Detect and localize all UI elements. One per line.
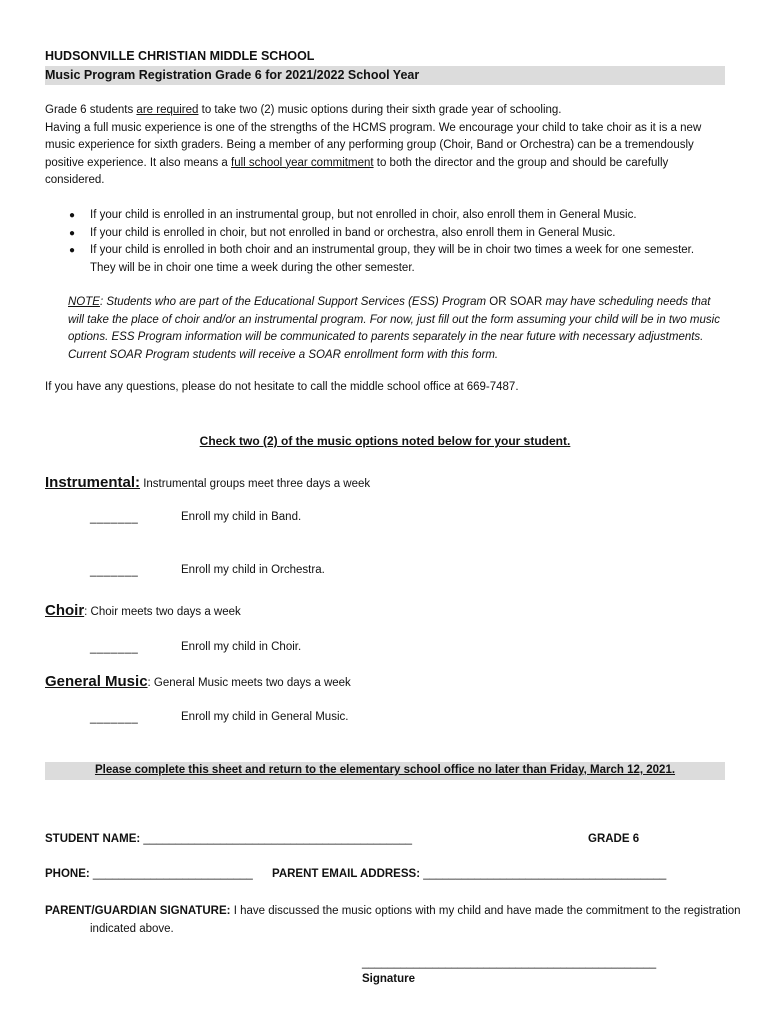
check-instruction: Check two (2) of the music options noted below for your student. bbox=[199, 434, 571, 448]
instrumental-heading: Instrumental: bbox=[45, 474, 141, 491]
student-name-label: STUDENT NAME: bbox=[45, 833, 144, 845]
phone-field[interactable]: _________________________ bbox=[92, 868, 253, 880]
student-name-field[interactable]: __________________________________________ bbox=[143, 833, 413, 845]
intro-text bbox=[45, 102, 727, 190]
general-music-desc: : General Music meets two days a week bbox=[147, 677, 351, 689]
school-name: HUDSONVILLE CHRISTIAN MIDDLE SCHOOL bbox=[45, 49, 315, 63]
bullet-icon: ● bbox=[69, 227, 76, 239]
list-item: ● If your child is enrolled in an instrumental group, but not enrolled in choir, also enroll them in General Music. bbox=[45, 207, 715, 225]
list-item: ● If your child is enrolled in both choir and an instrumental group, they will be in choir two times a week for one semester. They will be in choir one time a week during the other semester. bbox=[69, 244, 695, 274]
grade-label: GRADE 6 bbox=[588, 833, 640, 845]
intro-paragraph-2: Having a full music experience is one of the strengths of the HCMS program. We encourage your child to take choir as it is a new music experience for sixth graders. Being a member of any performing group (Choir, Band or Orchestra) can be a tremendously positive experience. It also means a full school year commitment to both the director and the group and should be carefully considered. bbox=[45, 121, 702, 186]
general-music-option-label: Enroll my child in General Music. bbox=[181, 711, 349, 723]
choir-option-label: Enroll my child in Choir. bbox=[181, 641, 302, 653]
student-name-row bbox=[45, 833, 412, 845]
signature-caption: Signature bbox=[362, 973, 416, 985]
bullet-icon: ● bbox=[69, 245, 76, 256]
return-notice-bar bbox=[45, 762, 725, 780]
return-notice: Please complete this sheet and return to the elementary school office no later than Friday, March 12, 2021. bbox=[94, 764, 676, 776]
phone-label: PHONE: bbox=[45, 868, 93, 880]
signature-statement: PARENT/GUARDIAN SIGNATURE: I have discussed the music options with my child and have made the commitment to the registration indicated above. bbox=[45, 905, 741, 935]
band-option-label: Enroll my child in Band. bbox=[181, 511, 302, 523]
band-checkbox-line[interactable]: _______ bbox=[90, 512, 139, 524]
form-title: Music Program Registration Grade 6 for 2021/2022 School Year bbox=[45, 68, 420, 82]
general-heading-row bbox=[45, 673, 351, 690]
phone-row bbox=[45, 868, 253, 880]
email-label: PARENT EMAIL ADDRESS: bbox=[272, 868, 424, 880]
instrumental-heading-row bbox=[45, 474, 370, 491]
intro-paragraph-1: Grade 6 students are required to take two (2) music options during their sixth grade year of schooling. bbox=[45, 104, 562, 116]
general-music-checkbox-line[interactable]: _______ bbox=[90, 712, 139, 724]
choir-heading: Choir bbox=[45, 602, 85, 619]
list-item: ● If your child is enrolled in choir, but not enrolled in band or orchestra, also enroll them in General Music. bbox=[45, 225, 715, 243]
email-row bbox=[272, 868, 666, 880]
bullet-icon: ● bbox=[69, 210, 76, 221]
instrumental-desc: Instrumental groups meet three days a week bbox=[140, 478, 371, 490]
questions-text: If you have any questions, please do not hesitate to call the middle school office at 669-7487. bbox=[45, 381, 519, 393]
choir-heading-row bbox=[45, 602, 241, 619]
choir-desc: : Choir meets two days a week bbox=[84, 606, 241, 618]
orchestra-checkbox-line[interactable]: _______ bbox=[90, 565, 139, 577]
general-music-heading: General Music bbox=[45, 673, 148, 690]
signature-label: PARENT/GUARDIAN SIGNATURE: bbox=[45, 905, 231, 917]
title-bar bbox=[45, 66, 725, 85]
rules-list bbox=[45, 207, 715, 277]
ess-note: NOTE: Students who are part of the Educational Support Services (ESS) Program OR SOAR may have scheduling needs that will take the place of choir and/or an instrumental program. For now, just fill out the form assuming your child will be in two music options. ESS Program information will be communicated to parents separately in the near future with necessary adjustments. Current SOAR Program students will receive a SOAR enrollment form with this form. bbox=[68, 296, 720, 361]
email-field[interactable]: ______________________________________ bbox=[423, 868, 667, 880]
choir-checkbox-line[interactable]: _______ bbox=[90, 642, 139, 654]
orchestra-option-label: Enroll my child in Orchestra. bbox=[181, 564, 325, 576]
signature-field[interactable]: ______________________________________________ bbox=[362, 957, 657, 969]
